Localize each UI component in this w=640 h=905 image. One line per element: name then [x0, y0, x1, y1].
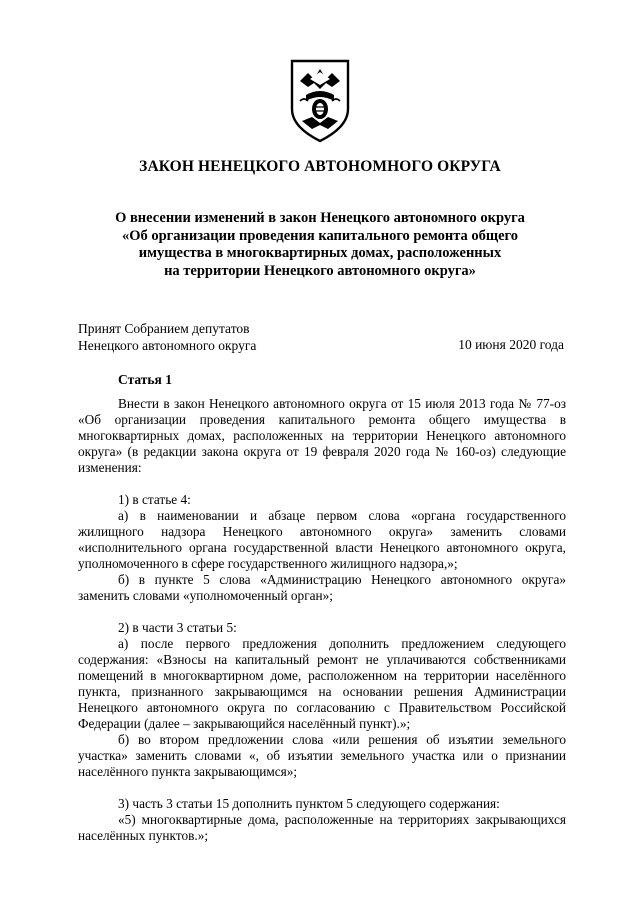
paragraph-intro: Внести в закон Ненецкого автономного округа от 15 июля 2013 года № 77-оз «Об организации проведения капитального ремонта общего имущества в многоквартирных домах, расположенных на территории Ненецкого автономного округа» (в редакции закона округа от 19 февраля 2020 года № 160-оз) следующие изменения:: [78, 396, 566, 475]
paragraph-item-3: 3) часть 3 статьи 15 дополнить пунктом 5 следующего содержания:: [118, 796, 500, 811]
paragraph-item-1b: б) в пункте 5 слова «Администрацию Ненецкого автономного округа» заменить словами «уполномоченный орган»;: [78, 572, 566, 603]
paragraph-item-1: 1) в статье 4:: [118, 492, 191, 507]
adopted-line: Принят Собранием депутатов: [78, 321, 250, 336]
paragraph-item-2b: б) во втором предложении слова «или решения об изъятии земельного участка» заменить словами «, об изъятии земельного участка или о признании населённого пункта закрывающимся»;: [78, 732, 566, 779]
law-subtitle: [60, 210, 580, 280]
subtitle-line: имущества в многоквартирных домах, расположенных: [138, 245, 502, 261]
adopted-line: Ненецкого автономного округа: [78, 337, 257, 353]
subtitle-line: «Об организации проведения капитального ремонта общего: [121, 227, 519, 244]
subtitle-line: на территории Ненецкого автономного округа»: [164, 262, 476, 279]
adoption-date: 10 июня 2020 года: [458, 337, 564, 352]
article-heading: Статья 1: [118, 372, 172, 387]
adopted-by: [78, 321, 256, 354]
article-body: [78, 396, 566, 844]
coat-of-arms-icon: [288, 57, 352, 145]
paragraph-item-1a: а) в наименовании и абзаце первом слова «органа государственного жилищного надзора Ненецкого автономного округа» заменить словами «исполнительного органа государственной власти Ненецкого автономного округа, уполномоченного в сфере государственного жилищного надзора,»;: [78, 508, 566, 571]
paragraph-item-3a: «5) многоквартирные дома, расположенные на территориях закрывающихся населённых пунктов.»;: [78, 812, 566, 843]
law-title: ЗАКОН НЕНЕЦКОГО АВТОНОМНОГО ОКРУГА: [139, 158, 501, 175]
paragraph-item-2: 2) в части 3 статьи 5:: [118, 620, 237, 635]
paragraph-item-2a: а) после первого предложения дополнить предложением следующего содержания: «Взносы на капитальный ремонт не уплачиваются собственниками помещений в многоквартирном доме, расположенном на территории населённого пункта, признанного закрывающимся на основании решения Администрации Ненецкого автономного округа по согласованию с Правительством Российской Федерации (далее – закрывающийся населённый пункт).»;: [78, 636, 566, 731]
subtitle-line: О внесении изменений в закон Ненецкого автономного округа: [115, 210, 525, 226]
